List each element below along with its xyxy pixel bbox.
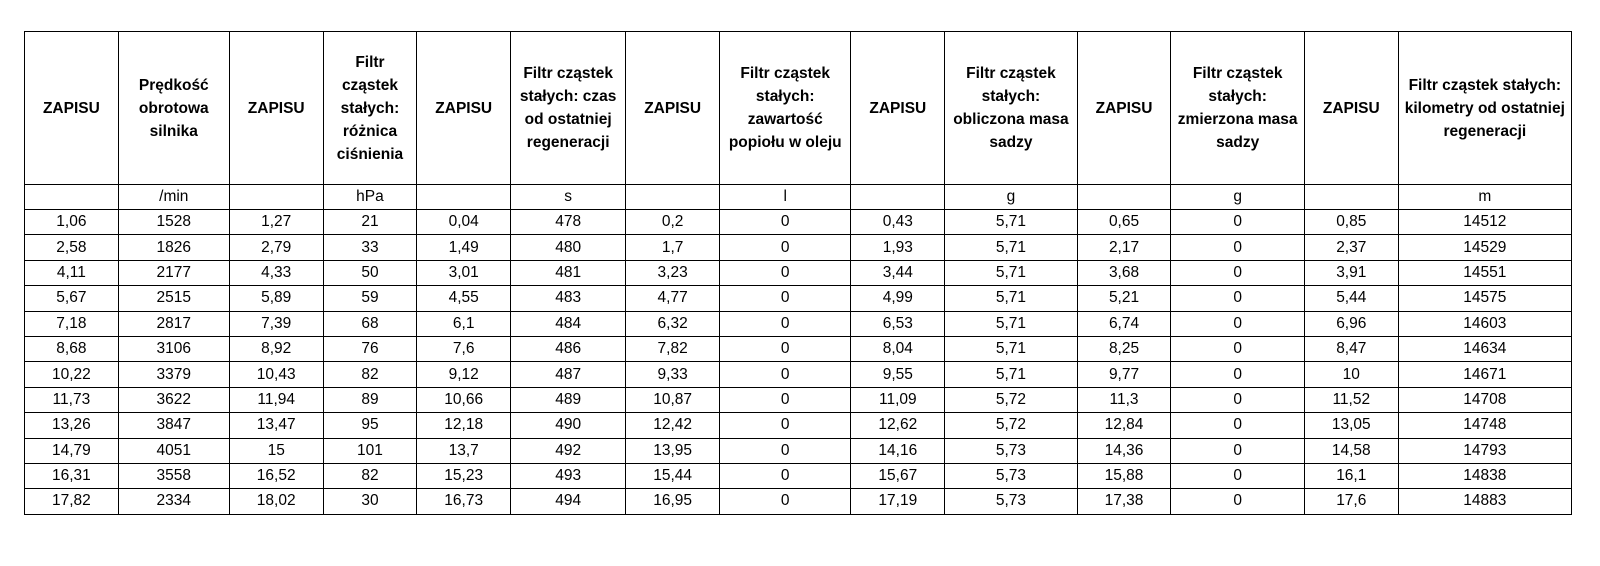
table-cell: 0 [1171,286,1305,311]
unit-cell: g [1171,185,1305,210]
table-cell: 483 [511,286,626,311]
table-cell: 13,47 [229,413,323,438]
table-cell: 0,43 [851,210,945,235]
table-cell: 12,42 [626,413,720,438]
table-cell: 14748 [1398,413,1571,438]
table-cell: 6,74 [1077,311,1171,336]
unit-cell: l [719,185,850,210]
table-cell: 0 [1171,260,1305,285]
column-header: Filtr cząstek stałych: obliczona masa sadzy [945,32,1077,185]
table-cell: 478 [511,210,626,235]
table-cell: 16,52 [229,463,323,488]
table-cell: 10,43 [229,362,323,387]
unit-cell: m [1398,185,1571,210]
table-cell: 5,44 [1304,286,1398,311]
table-cell: 12,18 [417,413,511,438]
table-cell: 4,11 [25,260,119,285]
table-cell: 2515 [118,286,229,311]
unit-cell [1304,185,1398,210]
table-cell: 5,72 [945,387,1077,412]
table-cell: 6,32 [626,311,720,336]
table-cell: 494 [511,489,626,514]
table-cell: 16,31 [25,463,119,488]
table-cell: 10,22 [25,362,119,387]
table-cell: 5,71 [945,311,1077,336]
table-cell: 0 [1171,336,1305,361]
table-cell: 82 [323,463,417,488]
data-table [24,31,1572,515]
unit-cell [417,185,511,210]
table-cell: 7,82 [626,336,720,361]
table-cell: 14512 [1398,210,1571,235]
table-cell: 33 [323,235,417,260]
column-header: ZAPISU [1304,32,1398,185]
table-cell: 4,77 [626,286,720,311]
table-cell: 59 [323,286,417,311]
table-cell: 11,52 [1304,387,1398,412]
table-cell: 2334 [118,489,229,514]
table-cell: 89 [323,387,417,412]
table-cell: 492 [511,438,626,463]
table-cell: 50 [323,260,417,285]
table-cell: 0 [1171,489,1305,514]
table-cell: 0 [719,438,850,463]
unit-cell [25,185,119,210]
table-cell: 5,89 [229,286,323,311]
unit-cell: g [945,185,1077,210]
table-cell: 0 [719,286,850,311]
table-cell: 0 [1171,210,1305,235]
table-cell: 6,96 [1304,311,1398,336]
table-cell: 0 [719,463,850,488]
table-cell: 76 [323,336,417,361]
table-cell: 0 [1171,362,1305,387]
table-cell: 3,44 [851,260,945,285]
table-cell: 1,93 [851,235,945,260]
table-row [25,286,1572,311]
table-row [25,210,1572,235]
column-header: Filtr cząstek stałych: kilometry od ostatniej regeneracji [1398,32,1571,185]
table-row [25,336,1572,361]
table-cell: 5,71 [945,260,1077,285]
table-cell: 14551 [1398,260,1571,285]
column-header: Filtr cząstek stałych: różnica ciśnienia [323,32,417,185]
table-cell: 7,39 [229,311,323,336]
table-cell: 13,7 [417,438,511,463]
table-cell: 14671 [1398,362,1571,387]
unit-cell [626,185,720,210]
table-cell: 487 [511,362,626,387]
table-cell: 5,71 [945,362,1077,387]
table-cell: 15,23 [417,463,511,488]
table-cell: 5,71 [945,336,1077,361]
table-cell: 0 [1171,311,1305,336]
table-row [25,438,1572,463]
table-cell: 0 [1171,387,1305,412]
table-cell: 6,53 [851,311,945,336]
column-header: ZAPISU [229,32,323,185]
table-cell: 82 [323,362,417,387]
table-cell: 17,6 [1304,489,1398,514]
table-cell: 3379 [118,362,229,387]
table-cell: 101 [323,438,417,463]
table-cell: 14529 [1398,235,1571,260]
table-cell: 21 [323,210,417,235]
table-cell: 0 [719,235,850,260]
column-header: ZAPISU [626,32,720,185]
table-cell: 95 [323,413,417,438]
unit-cell: /min [118,185,229,210]
table-row [25,463,1572,488]
table-row [25,362,1572,387]
table-cell: 14883 [1398,489,1571,514]
table-cell: 15,67 [851,463,945,488]
column-header: Filtr cząstek stałych: zmierzona masa sadzy [1171,32,1305,185]
table-cell: 13,26 [25,413,119,438]
table-cell: 8,68 [25,336,119,361]
table-cell: 8,25 [1077,336,1171,361]
table-cell: 13,05 [1304,413,1398,438]
table-cell: 11,09 [851,387,945,412]
table-cell: 11,73 [25,387,119,412]
table-cell: 3,68 [1077,260,1171,285]
table-cell: 0 [1171,413,1305,438]
table-cell: 68 [323,311,417,336]
table-cell: 5,71 [945,235,1077,260]
table-cell: 10 [1304,362,1398,387]
table-cell: 5,73 [945,463,1077,488]
column-header: Filtr cząstek stałych: zawartość popiołu w oleju [719,32,850,185]
table-cell: 17,19 [851,489,945,514]
table-cell: 0 [719,489,850,514]
table-cell: 11,94 [229,387,323,412]
table-cell: 16,95 [626,489,720,514]
table-cell: 15,44 [626,463,720,488]
table-row [25,413,1572,438]
table-cell: 14603 [1398,311,1571,336]
table-cell: 0 [719,260,850,285]
table-cell: 14838 [1398,463,1571,488]
table-cell: 14575 [1398,286,1571,311]
column-header: ZAPISU [25,32,119,185]
table-cell: 4051 [118,438,229,463]
table-cell: 15,88 [1077,463,1171,488]
table-cell: 5,72 [945,413,1077,438]
table-cell: 0 [719,311,850,336]
table-cell: 14,36 [1077,438,1171,463]
table-cell: 14,58 [1304,438,1398,463]
table-cell: 6,1 [417,311,511,336]
table-cell: 0,65 [1077,210,1171,235]
column-header: ZAPISU [851,32,945,185]
table-cell: 15 [229,438,323,463]
table-cell: 10,87 [626,387,720,412]
table-cell: 14793 [1398,438,1571,463]
units-row [25,185,1572,210]
table-cell: 484 [511,311,626,336]
table-cell: 1826 [118,235,229,260]
table-cell: 11,3 [1077,387,1171,412]
table-cell: 0 [719,362,850,387]
table-cell: 0,85 [1304,210,1398,235]
table-cell: 3,01 [417,260,511,285]
column-header: Filtr cząstek stałych: czas od ostatniej regeneracji [511,32,626,185]
table-cell: 2,58 [25,235,119,260]
unit-cell: hPa [323,185,417,210]
table-cell: 5,21 [1077,286,1171,311]
table-cell: 0,2 [626,210,720,235]
table-cell: 0 [1171,438,1305,463]
table-cell: 8,47 [1304,336,1398,361]
table-row [25,311,1572,336]
table-row [25,235,1572,260]
table-cell: 10,66 [417,387,511,412]
table-cell: 3,23 [626,260,720,285]
table-cell: 2,17 [1077,235,1171,260]
table-cell: 3622 [118,387,229,412]
table-cell: 3,91 [1304,260,1398,285]
table-cell: 480 [511,235,626,260]
table-cell: 17,82 [25,489,119,514]
table-cell: 1,49 [417,235,511,260]
table-cell: 490 [511,413,626,438]
table-cell: 0 [719,387,850,412]
unit-cell [851,185,945,210]
unit-cell: s [511,185,626,210]
table-cell: 0,04 [417,210,511,235]
table-cell: 13,95 [626,438,720,463]
table-cell: 0 [719,413,850,438]
header-row [25,32,1572,185]
table-cell: 5,71 [945,286,1077,311]
table-cell: 1,06 [25,210,119,235]
table-row [25,387,1572,412]
table-cell: 8,92 [229,336,323,361]
table-cell: 5,73 [945,489,1077,514]
table-cell: 3106 [118,336,229,361]
table-cell: 16,1 [1304,463,1398,488]
column-header: ZAPISU [417,32,511,185]
table-cell: 3558 [118,463,229,488]
table-cell: 9,33 [626,362,720,387]
table-cell: 2,79 [229,235,323,260]
table-cell: 1,27 [229,210,323,235]
table-cell: 0 [1171,235,1305,260]
table-cell: 1528 [118,210,229,235]
table-cell: 486 [511,336,626,361]
table-cell: 5,73 [945,438,1077,463]
table-cell: 8,04 [851,336,945,361]
table-cell: 14634 [1398,336,1571,361]
table-cell: 4,55 [417,286,511,311]
table-cell: 5,71 [945,210,1077,235]
table-cell: 12,62 [851,413,945,438]
column-header: Prędkość obrotowa silnika [118,32,229,185]
table-cell: 9,55 [851,362,945,387]
table-cell: 0 [719,210,850,235]
table-cell: 2177 [118,260,229,285]
table-cell: 4,33 [229,260,323,285]
table-cell: 30 [323,489,417,514]
table-cell: 9,77 [1077,362,1171,387]
table-row [25,489,1572,514]
table-cell: 1,7 [626,235,720,260]
table-cell: 0 [1171,463,1305,488]
table-cell: 12,84 [1077,413,1171,438]
table-cell: 4,99 [851,286,945,311]
unit-cell [229,185,323,210]
table-cell: 2,37 [1304,235,1398,260]
table-cell: 493 [511,463,626,488]
table-cell: 16,73 [417,489,511,514]
unit-cell [1077,185,1171,210]
table-cell: 14708 [1398,387,1571,412]
table-cell: 3847 [118,413,229,438]
table-cell: 7,6 [417,336,511,361]
table-body [25,210,1572,515]
table-cell: 7,18 [25,311,119,336]
table-cell: 481 [511,260,626,285]
table-cell: 14,16 [851,438,945,463]
table-cell: 489 [511,387,626,412]
table-cell: 0 [719,336,850,361]
table-cell: 18,02 [229,489,323,514]
table-row [25,260,1572,285]
column-header: ZAPISU [1077,32,1171,185]
table-cell: 17,38 [1077,489,1171,514]
table-cell: 5,67 [25,286,119,311]
table-cell: 2817 [118,311,229,336]
table-cell: 14,79 [25,438,119,463]
table-cell: 9,12 [417,362,511,387]
